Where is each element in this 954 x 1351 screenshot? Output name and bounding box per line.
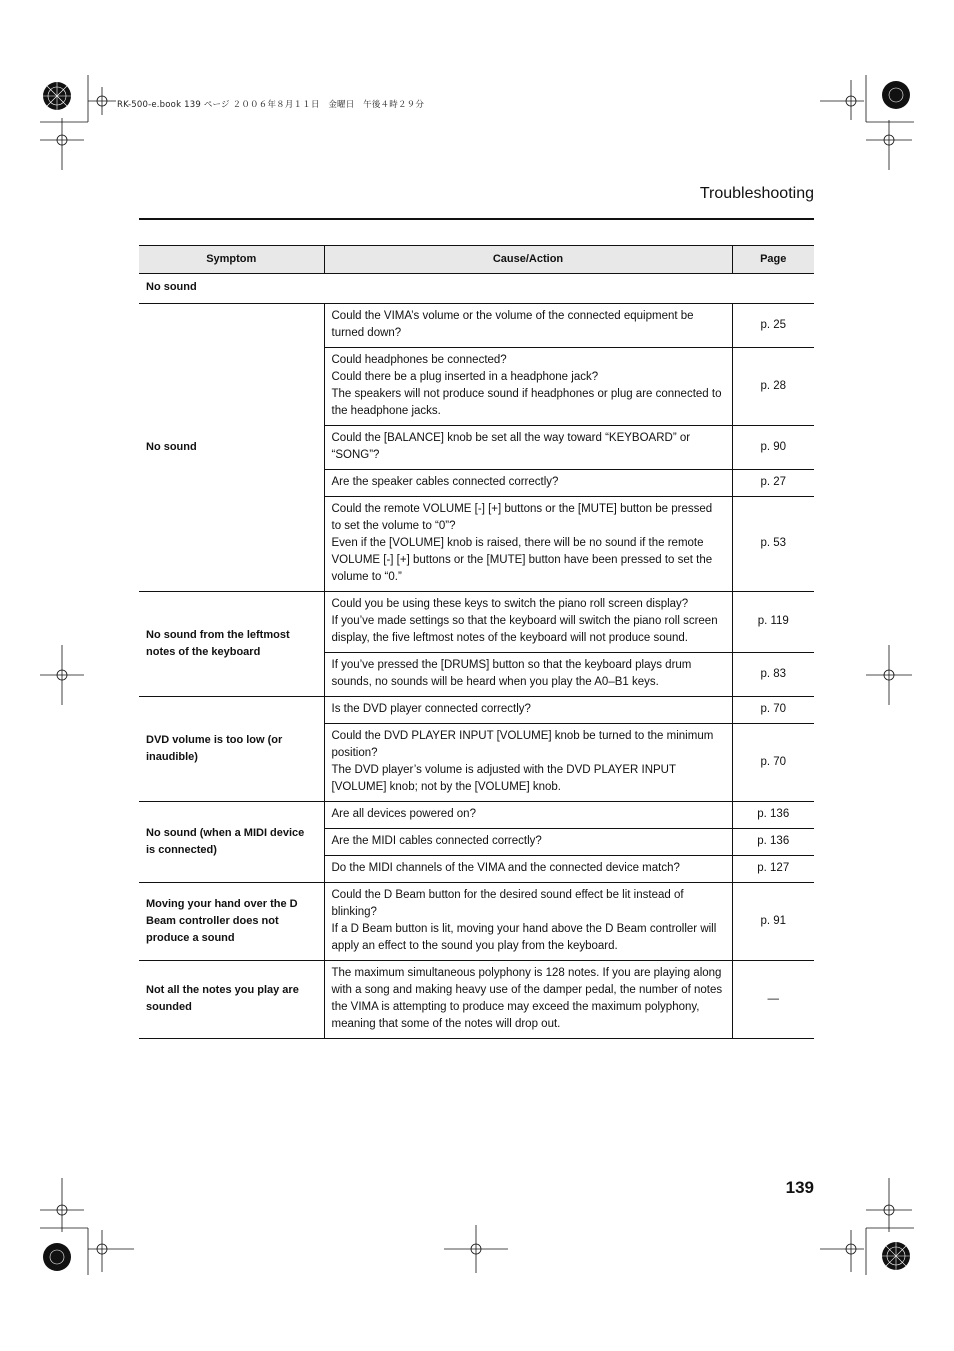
table-row (139, 802, 814, 829)
cause-cell (324, 724, 732, 802)
page-ref-cell: p. 28 (732, 348, 814, 426)
print-header: RK-500-e.book 139 ページ ２００６年８月１１日 金曜日 午後４時２９分 (117, 100, 425, 110)
table-row (139, 697, 814, 724)
cause-line: Could headphones be connected? (331, 354, 507, 366)
cause-line: Do the MIDI channels of the VIMA and the connected device match? (331, 862, 680, 874)
symptom-cell: Not all the notes you play are sounded (139, 961, 324, 1039)
cause-cell (324, 829, 732, 856)
page-ref-cell: p. 119 (732, 592, 814, 653)
page-ref-cell: p. 91 (732, 883, 814, 961)
table-body (139, 274, 814, 1039)
cause-cell (324, 348, 732, 426)
group-title: No sound (139, 274, 814, 304)
cause-line: Could the remote VOLUME [-] [+] buttons or the [MUTE] button be pressed to set the volume to “0”? (331, 503, 713, 532)
page-ref-cell: p. 25 (732, 304, 814, 348)
cause-line: Are the speaker cables connected correctly? (331, 476, 559, 488)
section-title: Troubleshooting (699, 185, 814, 202)
cause-cell (324, 304, 732, 348)
page-ref-cell: — (732, 961, 814, 1039)
page-ref-cell: p. 90 (732, 426, 814, 470)
symptom-cell: DVD volume is too low (or inaudible) (139, 697, 324, 802)
page-ref-cell: p. 127 (732, 856, 814, 883)
cause-line: Could there be a plug inserted in a headphone jack? (331, 371, 599, 383)
cause-cell (324, 592, 732, 653)
cause-line: Could you be using these keys to switch the piano roll screen display? (331, 598, 689, 610)
cause-cell (324, 653, 732, 697)
page-ref-cell: p. 136 (732, 802, 814, 829)
cause-cell (324, 883, 732, 961)
cause-cell (324, 856, 732, 883)
cause-line: If a D Beam button is lit, moving your hand above the D Beam controller will apply an effect to the sound you play from the keyboard. (331, 923, 717, 952)
page-ref-cell: p. 70 (732, 724, 814, 802)
page-ref-cell: p. 70 (732, 697, 814, 724)
table-row (139, 304, 814, 348)
header-cause: Cause/Action (324, 246, 732, 274)
table-row (139, 961, 814, 1039)
page-number: 139 (785, 1178, 814, 1197)
cause-line: If you’ve pressed the [DRUMS] button so that the keyboard plays drum sounds, no sounds will be heard when you play the A0–B1 keys. (331, 659, 692, 688)
cause-line: Could the [BALANCE] knob be set all the way toward “KEYBOARD” or “SONG”? (331, 432, 691, 461)
cause-cell (324, 426, 732, 470)
cause-cell (324, 697, 732, 724)
cause-line: Could the DVD PLAYER INPUT [VOLUME] knob be turned to the minimum position? (331, 730, 714, 759)
symptom-cell: Moving your hand over the D Beam controller does not produce a sound (139, 883, 324, 961)
cause-line: Is the DVD player connected correctly? (331, 703, 531, 715)
page-ref-cell: p. 27 (732, 470, 814, 497)
cause-line: Are the MIDI cables connected correctly? (331, 835, 542, 847)
group-title-row (139, 274, 814, 304)
cause-cell (324, 497, 732, 592)
cause-line: The maximum simultaneous polyphony is 128 notes. If you are playing along with a song and making heavy use of the damper pedal, the number of notes the VIMA is attempting to produce may exceed the maximum polyphony, meaning that some of the notes will drop out. (331, 967, 723, 1030)
cause-cell (324, 961, 732, 1039)
header-symptom: Symptom (139, 246, 324, 274)
cause-line: Are all devices powered on? (331, 808, 476, 820)
table-row (139, 592, 814, 653)
table-header-row (139, 246, 814, 274)
cause-line: Even if the [VOLUME] knob is raised, there will be no sound if the remote VOLUME [-] [+] buttons or the [MUTE] button have been pressed to set the volume to “0.” (331, 537, 713, 583)
page-ref-cell: p. 53 (732, 497, 814, 592)
page-ref-cell: p. 136 (732, 829, 814, 856)
page-ref-cell: p. 83 (732, 653, 814, 697)
cause-line: The speakers will not produce sound if headphones or plug are connected to the headphone jacks. (331, 388, 722, 417)
cause-cell (324, 470, 732, 497)
header-rule (139, 218, 814, 220)
cause-line: Could the D Beam button for the desired sound effect be lit instead of blinking? (331, 889, 684, 918)
cause-line: Could the VIMA’s volume or the volume of the connected equipment be turned down? (331, 310, 694, 339)
symptom-cell: No sound (when a MIDI device is connected) (139, 802, 324, 883)
cause-line: If you’ve made settings so that the keyboard will switch the piano roll screen display, the five leftmost notes of the keyboard will not produce sound. (331, 615, 718, 644)
cause-line: The DVD player’s volume is adjusted with the DVD PLAYER INPUT [VOLUME] knob; not by the [VOLUME] knob. (331, 764, 676, 793)
symptom-cell: No sound (139, 304, 324, 592)
symptom-cell: No sound from the leftmost notes of the keyboard (139, 592, 324, 697)
troubleshooting-table (139, 245, 814, 1039)
table-row (139, 883, 814, 961)
header-page: Page (732, 246, 814, 274)
cause-cell (324, 802, 732, 829)
